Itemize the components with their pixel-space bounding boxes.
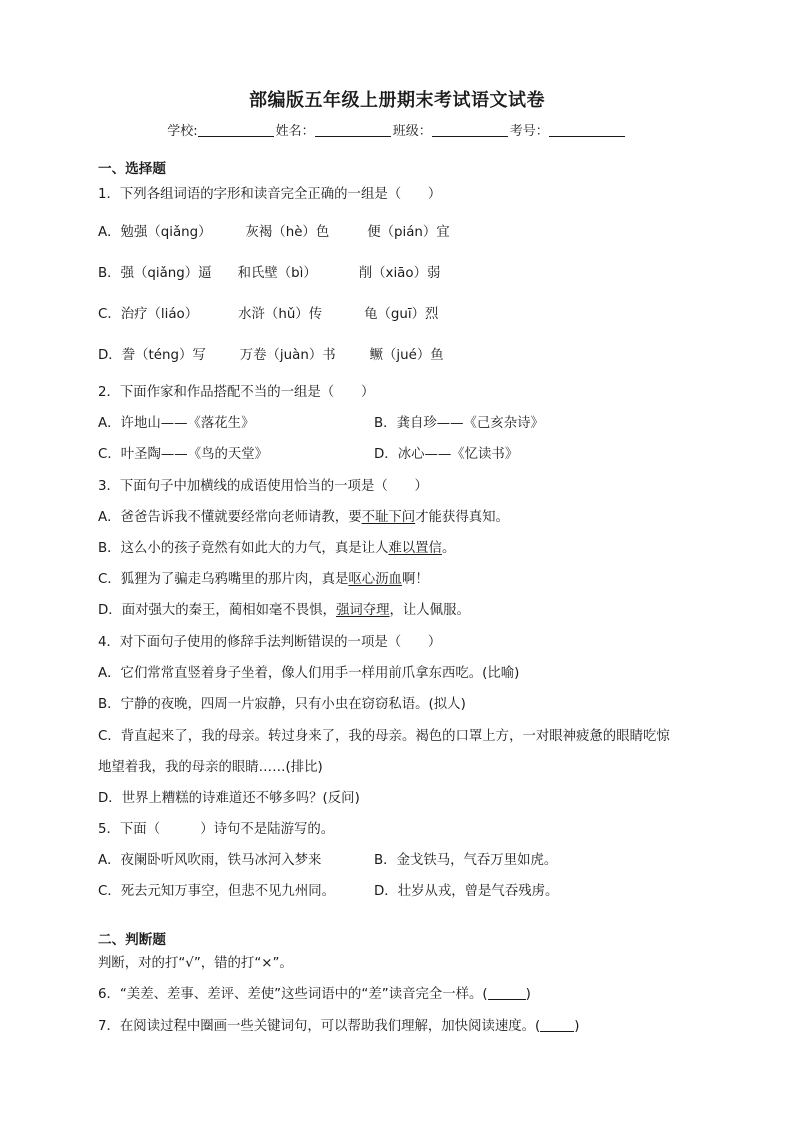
page-title: 部编版五年级上册期末考试语文试卷 bbox=[249, 90, 545, 111]
q7-answer-blank[interactable] bbox=[540, 1019, 574, 1032]
q1-d-1: D．誊（téng）写 bbox=[98, 348, 206, 363]
school-field[interactable] bbox=[198, 124, 274, 137]
judge-instruction: 判断，对的打“√”，错的打“×”。 bbox=[98, 956, 293, 971]
q3-option-a bbox=[98, 509, 509, 527]
school-label: 学校: bbox=[167, 124, 198, 139]
q1-b-1: B．强（qiǎng）逼 bbox=[98, 266, 212, 281]
student-info-line bbox=[0, 120, 794, 139]
q5-stem: 5．下面（ ）诗句不是陆游写的。 bbox=[98, 822, 335, 837]
q3-a-text: A．爸爸告诉我不懂就要经常向老师请教，要 bbox=[98, 510, 362, 525]
q3-a-tail: 才能获得真知。 bbox=[415, 510, 509, 525]
q1-a-2: 灰褐（hè）色 bbox=[245, 225, 330, 240]
q7 bbox=[98, 1018, 579, 1036]
q3-a-idiom: 不耻下问 bbox=[361, 510, 416, 525]
q1-a-3: 便（pián）宜 bbox=[367, 225, 450, 240]
q3-option-d bbox=[98, 602, 470, 620]
q2-row-2 bbox=[98, 446, 698, 464]
q4-option-c-line2: 地望着我，我的母亲的眼睛……(排比) bbox=[98, 760, 323, 775]
q5-option-b: B．金戈铁马，气吞万里如虎。 bbox=[374, 853, 558, 868]
q1-c-2: 水浒（hǔ）传 bbox=[238, 307, 323, 322]
q1-b-2: 和氏壁（bì） bbox=[237, 266, 317, 281]
q2-option-b: B．龚自珍——《己亥杂诗》 bbox=[374, 416, 544, 431]
q3-c-idiom: 呕心沥血 bbox=[348, 572, 402, 587]
q3-b-text: B．这么小的孩子竟然有如此大的力气，真是让人 bbox=[98, 541, 389, 556]
q1-c-3: 龟（guī）烈 bbox=[364, 307, 439, 322]
name-field[interactable] bbox=[315, 124, 391, 137]
q3-d-idiom: 强词夺理 bbox=[335, 603, 390, 618]
q1-option-b bbox=[98, 265, 440, 283]
q4-stem: 4．对下面句子使用的修辞手法判断错误的一项是（ ） bbox=[98, 635, 442, 650]
q6 bbox=[98, 986, 531, 1004]
q2-row-1 bbox=[98, 415, 698, 433]
q1-option-d bbox=[98, 347, 444, 365]
q1-a-1: A．勉强（qiǎng） bbox=[98, 225, 212, 240]
q1-stem: 1．下列各组词语的字形和读音完全正确的一组是（ ） bbox=[98, 187, 442, 202]
q1-d-3: 鳜（jué）鱼 bbox=[369, 348, 444, 363]
q7-close: ) bbox=[574, 1019, 580, 1034]
q1-d-2: 万卷（juàn）书 bbox=[239, 348, 336, 363]
q2-stem: 2．下面作家和作品搭配不当的一组是（ ） bbox=[98, 385, 375, 400]
q3-b-idiom: 难以置信 bbox=[388, 541, 442, 556]
q3-b-tail: 。 bbox=[441, 541, 456, 556]
q4-option-a: A．它们常常直竖着身子坐着，像人们用手一样用前爪拿东西吃。(比喻) bbox=[98, 666, 520, 681]
number-label: 考号： bbox=[509, 124, 549, 139]
q2-option-a: A．许地山——《落花生》 bbox=[98, 416, 255, 431]
section-heading-choice: 一、选择题 bbox=[98, 161, 166, 177]
q5-option-a: A．夜阑卧听风吹雨，铁马冰河入梦来 bbox=[98, 853, 322, 868]
q4-option-d: D．世界上糟糕的诗难道还不够多吗？(反问) bbox=[98, 791, 360, 806]
q3-c-text: C．狐狸为了骗走乌鸦嘴里的那片肉，真是 bbox=[98, 572, 349, 587]
q2-option-d: D．冰心——《忆读书》 bbox=[374, 447, 519, 462]
q3-stem: 3．下面句子中加横线的成语使用恰当的一项是（ ） bbox=[98, 479, 428, 494]
q5-option-c: C．死去元知万事空，但悲不见九州同。 bbox=[98, 884, 335, 899]
class-field[interactable] bbox=[432, 124, 508, 137]
q3-d-text: D．面对强大的秦王，蔺相如毫不畏惧， bbox=[98, 603, 336, 618]
q1-b-3: 削（xiāo）弱 bbox=[358, 266, 441, 281]
name-label: 姓名： bbox=[275, 124, 315, 139]
q3-d-tail: ，让人佩服。 bbox=[389, 603, 470, 618]
q3-option-c bbox=[98, 571, 429, 589]
q4-option-c-line1: C．背直起来了，我的母亲。转过身来了，我的母亲。褐色的口罩上方，一对眼神疲惫的眼睛吃惊 bbox=[98, 729, 670, 744]
q6-text: 6．“美差、差事、差评、差使”这些词语中的“差”读音完全一样。( bbox=[98, 987, 488, 1002]
q3-c-tail: 啊！ bbox=[401, 572, 429, 587]
q2-option-c: C．叶圣陶——《鸟的天堂》 bbox=[98, 447, 269, 462]
class-label: 班级： bbox=[392, 124, 432, 139]
section-heading-judge: 二、判断题 bbox=[98, 932, 166, 948]
q5-option-d: D．壮岁从戎，曾是气吞残虏。 bbox=[374, 884, 559, 899]
q3-option-b bbox=[98, 540, 455, 558]
q6-answer-blank[interactable] bbox=[488, 987, 526, 1000]
q5-row-1 bbox=[98, 852, 698, 870]
q1-c-1: C．治疗（liáo） bbox=[98, 307, 199, 322]
number-field[interactable] bbox=[549, 124, 625, 137]
q7-text: 7．在阅读过程中圈画一些关键词句，可以帮助我们理解，加快阅读速度。( bbox=[98, 1019, 541, 1034]
q1-option-c bbox=[98, 306, 438, 324]
q4-option-b: B．宁静的夜晚，四周一片寂静，只有小虫在窃窃私语。(拟人) bbox=[98, 697, 466, 712]
q5-row-2 bbox=[98, 883, 698, 901]
q1-option-a bbox=[98, 224, 450, 242]
q6-close: ) bbox=[525, 987, 531, 1002]
